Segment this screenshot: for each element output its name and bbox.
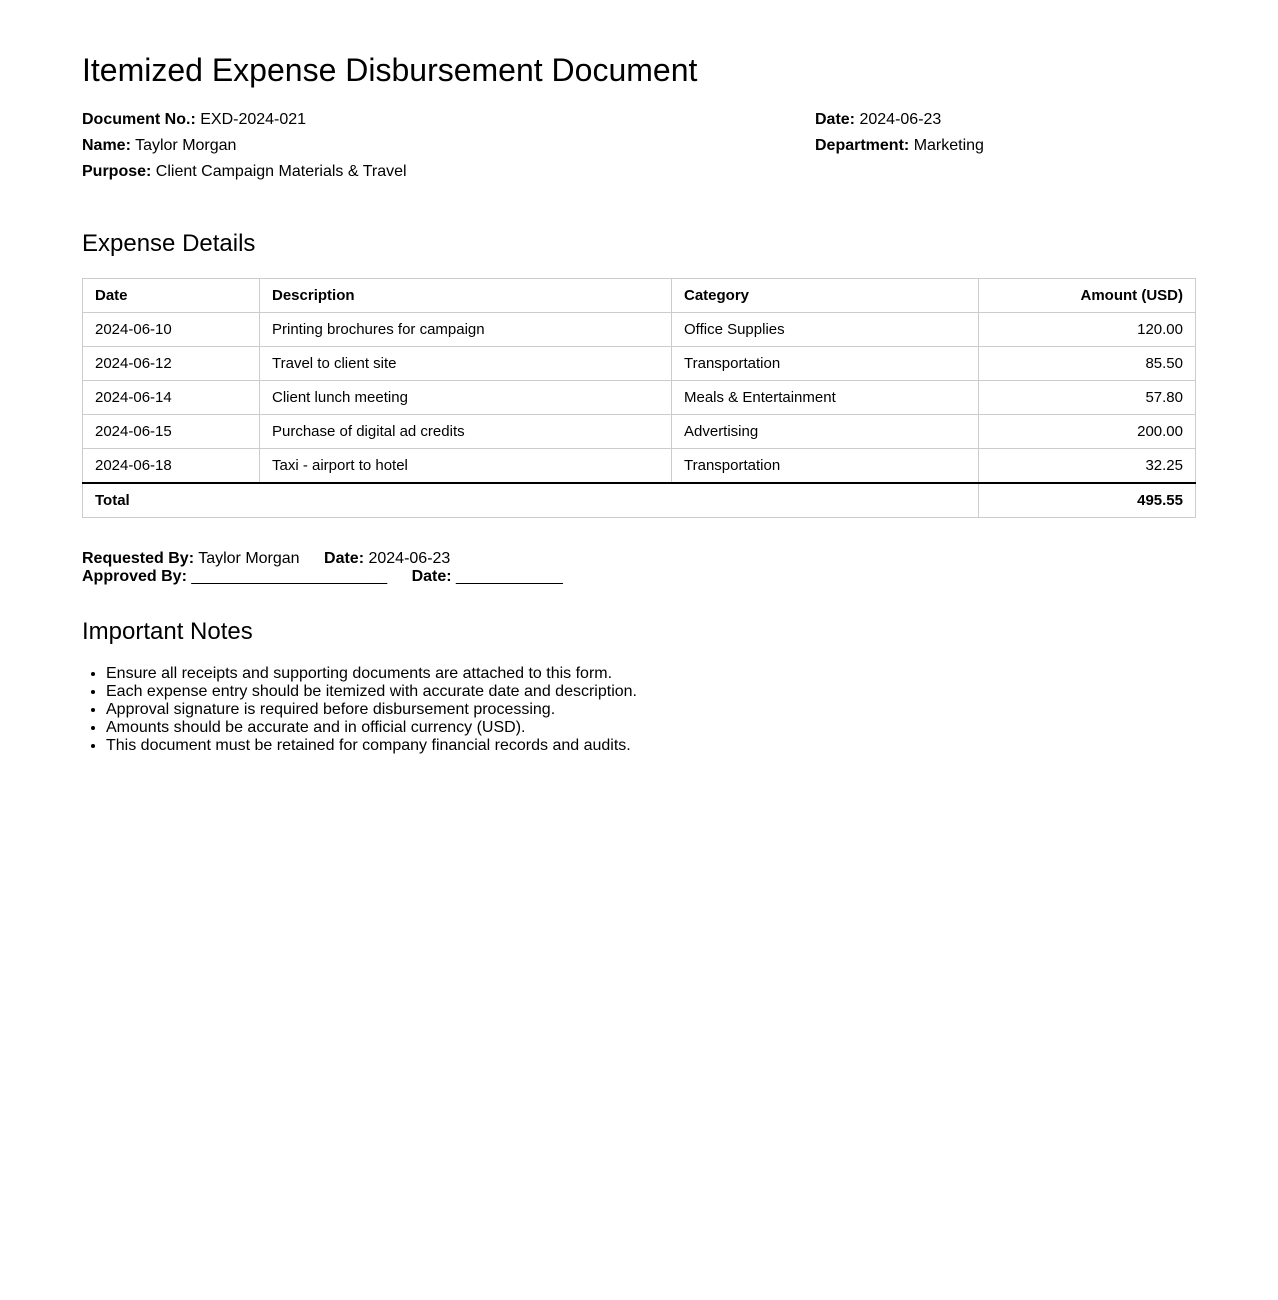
cell-date: 2024-06-15	[83, 415, 260, 449]
cell-description: Purchase of digital ad credits	[260, 415, 672, 449]
table-row	[83, 415, 1196, 449]
cell-amount: 120.00	[979, 313, 1196, 347]
date-row	[815, 110, 984, 136]
document-number-label: Document No.:	[82, 111, 196, 128]
cell-amount: 85.50	[979, 347, 1196, 381]
list-item: • Approval signature is required before disbursement processing.	[106, 701, 1196, 719]
expense-details-heading: Expense Details	[82, 230, 256, 257]
meta-left-column	[82, 110, 407, 188]
requested-by-value: Taylor Morgan	[198, 550, 300, 567]
cell-amount: 200.00	[979, 415, 1196, 449]
signoff-section	[82, 550, 1196, 586]
list-item: • Amounts should be accurate and in official currency (USD).	[106, 719, 1196, 737]
approved-by-label: Approved By:	[82, 568, 187, 585]
notes-list	[82, 665, 1196, 755]
requested-date-label: Date:	[324, 550, 365, 567]
approved-date-label: Date:	[411, 568, 452, 585]
name-value: Taylor Morgan	[135, 137, 237, 154]
document-meta	[82, 110, 1196, 188]
cell-description: Travel to client site	[260, 347, 672, 381]
page-title: Itemized Expense Disbursement Document	[82, 52, 698, 88]
column-header-category: Category	[672, 279, 979, 313]
date-label: Date:	[815, 111, 856, 128]
requested-by-line	[82, 550, 1196, 568]
cell-amount: 57.80	[979, 381, 1196, 415]
date-value: 2024-06-23	[859, 111, 942, 128]
cell-category: Advertising	[672, 415, 979, 449]
purpose-label: Purpose:	[82, 163, 152, 180]
requested-date-value: 2024-06-23	[368, 550, 451, 567]
column-header-amount: Amount (USD)	[979, 279, 1196, 313]
total-row	[83, 483, 1196, 518]
cell-category: Office Supplies	[672, 313, 979, 347]
table-row	[83, 313, 1196, 347]
name-label: Name:	[82, 137, 131, 154]
list-item: • This document must be retained for company financial records and audits.	[106, 737, 1196, 755]
cell-category: Transportation	[672, 347, 979, 381]
cell-date: 2024-06-14	[83, 381, 260, 415]
cell-date: 2024-06-18	[83, 449, 260, 484]
column-header-date: Date	[83, 279, 260, 313]
expense-table	[82, 278, 1196, 518]
cell-date: 2024-06-10	[83, 313, 260, 347]
department-label: Department:	[815, 137, 910, 154]
cell-category: Transportation	[672, 449, 979, 484]
approved-date-blank: ____________	[456, 568, 563, 585]
department-row	[815, 136, 984, 162]
name-row	[82, 136, 407, 162]
purpose-row	[82, 162, 407, 188]
important-notes-heading: Important Notes	[82, 618, 253, 645]
approved-by-line	[82, 568, 1196, 586]
document-number-row	[82, 110, 407, 136]
cell-category: Meals & Entertainment	[672, 381, 979, 415]
department-value: Marketing	[913, 137, 984, 154]
cell-description: Printing brochures for campaign	[260, 313, 672, 347]
table-row	[83, 449, 1196, 484]
table-header-row	[83, 279, 1196, 313]
total-label: Total	[83, 483, 979, 518]
purpose-value: Client Campaign Materials & Travel	[155, 163, 407, 180]
meta-right-column	[815, 110, 984, 162]
table-row	[83, 381, 1196, 415]
list-item: • Each expense entry should be itemized with accurate date and description.	[106, 683, 1196, 701]
document-number-value: EXD-2024-021	[200, 111, 307, 128]
cell-date: 2024-06-12	[83, 347, 260, 381]
list-item: • Ensure all receipts and supporting documents are attached to this form.	[106, 665, 1196, 683]
approved-by-signature-blank: ______________________	[191, 568, 388, 585]
total-amount: 495.55	[979, 483, 1196, 518]
cell-description: Taxi - airport to hotel	[260, 449, 672, 484]
cell-description: Client lunch meeting	[260, 381, 672, 415]
requested-by-label: Requested By:	[82, 550, 195, 567]
column-header-description: Description	[260, 279, 672, 313]
table-row	[83, 347, 1196, 381]
cell-amount: 32.25	[979, 449, 1196, 484]
